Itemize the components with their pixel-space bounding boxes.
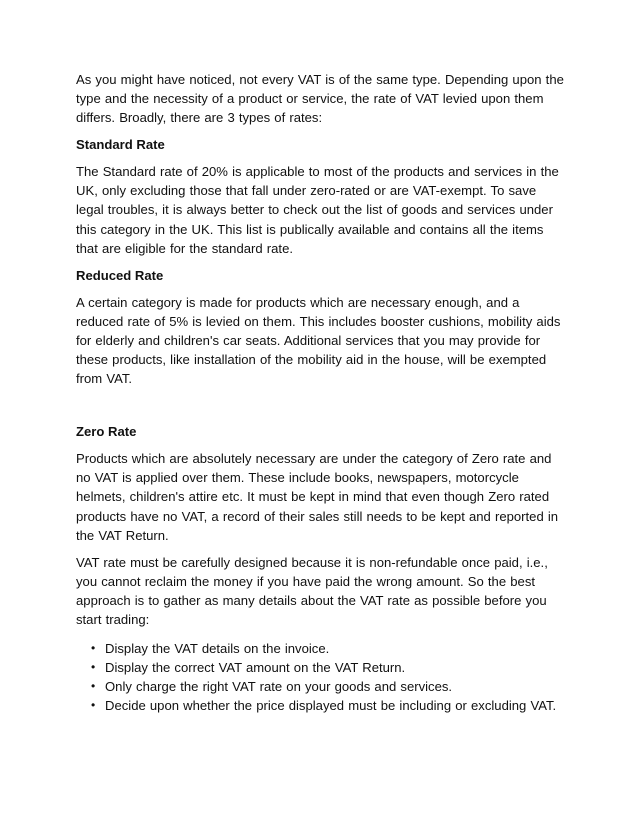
reduced-rate-heading: Reduced Rate [76, 267, 164, 283]
list-item-text: Display the correct VAT amount on the VAT Return. [105, 660, 406, 676]
document-page [76, 70, 566, 715]
standard-rate-paragraph: The Standard rate of 20% is applicable to most of the products and services in the UK, only excluding those that fall under zero-rated or are VAT-exempt. To save legal troubles, it is always better to check out the list of goods and services under this category in the UK. This list is publically available and contains all the items that are eligible for the standard rate. [76, 164, 559, 256]
list-item [76, 677, 566, 696]
standard-rate-heading: Standard Rate [76, 137, 165, 153]
intro-paragraph: As you might have noticed, not every VAT is of the same type. Depending upon the type and the necessity of a product or service, the rate of VAT levied upon them differs. Broadly, there are 3 types of rates: [76, 72, 564, 126]
list-item [76, 696, 566, 715]
list-item-text: Decide upon whether the price displayed must be including or excluding VAT. [105, 698, 557, 714]
list-item [76, 658, 566, 677]
bullet-icon: • [91, 641, 96, 656]
bullet-icon: • [91, 698, 96, 713]
tips-list [76, 639, 566, 715]
zero-rate-heading: Zero Rate [76, 424, 137, 440]
bullet-icon: • [91, 679, 96, 694]
list-item-text: Display the VAT details on the invoice. [105, 641, 330, 657]
bullet-icon: • [91, 660, 96, 675]
reduced-rate-paragraph: A certain category is made for products which are necessary enough, and a reduced rate of 5% is levied on them. This includes booster cushions, mobility aids for elderly and children's car seats. Additional services that you may provide for these products, like installation of the mobility aid in the house, will be exempted from VAT. [76, 294, 561, 387]
list-item [76, 639, 566, 658]
closing-paragraph: VAT rate must be carefully designed because it is non-refundable once paid, i.e., you cannot reclaim the money if you have paid the wrong amount. So the best approach is to gather as many details about the VAT rate as possible before you start trading: [76, 554, 548, 627]
zero-rate-paragraph: Products which are absolutely necessary are under the category of Zero rate and no VAT is applied over them. These include books, newspapers, motorcycle helmets, children's attire etc. It must be kept in mind that even though Zero rated products have no VAT, a record of their sales still needs to be kept and reported in the VAT Return. [76, 451, 559, 543]
list-item-text: Only charge the right VAT rate on your goods and services. [105, 679, 453, 695]
